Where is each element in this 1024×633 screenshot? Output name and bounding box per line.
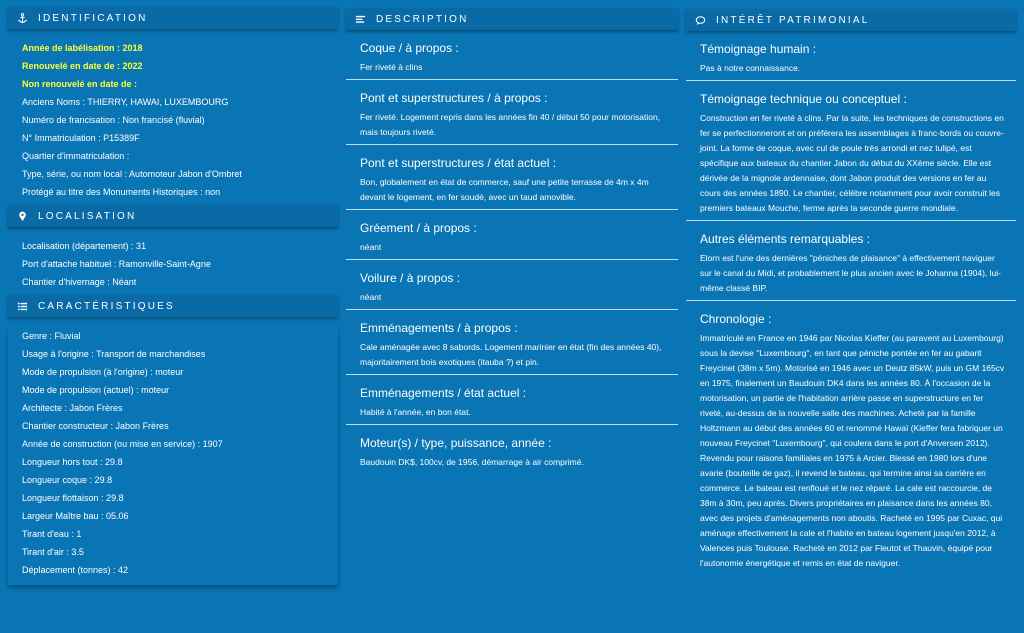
monument-protection: Protégé au titre des Monuments Historiques : non (22, 187, 221, 197)
list-item: Année de construction (ou mise en service) : 1907 (22, 439, 223, 449)
list-item: Longueur coque : 29.8 (22, 475, 113, 485)
former-names: Anciens Noms : THIERRY, HAWAI, LUXEMBOURG (22, 97, 229, 107)
caracteristiques-header (8, 295, 338, 317)
labelisation-year: Année de labélisation : 2018 (22, 43, 143, 53)
section-title: Chronologie : (700, 312, 772, 326)
section-title: Moteur(s) / type, puissance, année : (360, 436, 552, 450)
divider (346, 259, 678, 260)
description-section (346, 385, 678, 425)
list-item: Longueur flottaison : 29.8 (22, 493, 124, 503)
section-text: Cale aménagée avec 8 sabords. Logement marinier en état (fin des années 40), majoritairement bois exotiques (itauba ?) et pin. (360, 342, 662, 367)
interet-header (686, 9, 1016, 31)
map-pin-icon (16, 210, 28, 222)
divider (686, 300, 1016, 301)
divider (686, 80, 1016, 81)
renewed-date: Renouvelé en date de : 2022 (22, 61, 143, 71)
section-text: Bon, globalement en état de commerce, sauf une petite terrasse de 4m x 4m devant le logement, en fer soudé, avec un taud amovible. (360, 177, 649, 202)
winter-yard: Chantier d'hivernage : Néant (22, 277, 137, 287)
speech-bubble-icon (694, 14, 706, 26)
list-item: Genre : Fluvial (22, 331, 81, 341)
interet-section (686, 231, 1016, 301)
interet-section (686, 91, 1016, 221)
divider (346, 309, 678, 310)
section-title: Témoignage humain : (700, 42, 817, 56)
not-renewed-date: Non renouvelé en date de : (22, 79, 138, 89)
description-section (346, 90, 678, 145)
boat-type: Type, série, ou nom local : Automoteur Jabon d'Ombret (22, 169, 242, 179)
identification-header (8, 7, 338, 29)
anchor-icon (16, 12, 28, 24)
list-item: Architecte : Jabon Frères (22, 403, 123, 413)
section-text: Pas à notre connaissance. (700, 63, 801, 73)
interet-section (686, 311, 1016, 571)
divider (346, 374, 678, 375)
interet-title: INTÉRÊT PATRIMONIAL (716, 14, 870, 26)
quartier-immatriculation: Quartier d'immatriculation : (22, 151, 130, 161)
section-text: Habité à l'année, en bon état. (360, 407, 471, 417)
section-title: Coque / à propos : (360, 41, 459, 55)
description-section (346, 40, 678, 80)
caracteristiques-list (8, 327, 338, 585)
list-item: Largeur Maître bau : 05.06 (22, 511, 129, 521)
list-icon (16, 300, 28, 312)
section-text: Construction en fer riveté à clins. Par la suite, les techniques de constructions en fer se perfectionneront et on préférera les assemblages à franc-bords ou couvre-joint. La forme de coque, avec cul de poule très arrondi et nez tulipé, est spécifique aux bateaux du chantier Jabon du début du XXème siècle. Elle est dérivée de la mignole ardennaise, dont Jabon produit des versions en fer au cours des années 1890. Le chantier, célèbre notamment pour avoir construit les premiers bateaux Mouche, ferme après la seconde guerre mondiale. (700, 113, 1004, 213)
section-title: Témoignage technique ou conceptuel : (700, 92, 907, 106)
description-section (346, 220, 678, 260)
section-title: Autres éléments remarquables : (700, 232, 871, 246)
description-section (346, 320, 678, 375)
interet-section (686, 41, 1016, 81)
section-text: Fer riveté. Logement repris dans les années fin 40 / début 50 pour motorisation, mais toujours riveté. (360, 112, 661, 137)
divider (346, 79, 678, 80)
section-title: Pont et superstructures / à propos : (360, 91, 548, 105)
list-item: Chantier constructeur : Jabon Frères (22, 421, 169, 431)
home-port: Port d'attache habituel : Ramonville-Saint-Agne (22, 259, 211, 269)
section-text: Immatriculé en France en 1946 par Nicolas Kieffer (au paravent au Luxembourg) sous la devise "Luxembourg", en tant que péniche pontée en fer au gabarit Freycinet (38m x 5m). Motorisé en 1946 avec un Deutz 85kW, puis un GM 165cv en 1975, finalement un Baudouin DK4 dans les années 80. À l'occasion de la motorisation, un partie de l'habitation arrière passe en superstructure en fer riveté, au-dessus de la nouvelle salle des machines. Acheté par la famille Holtzmann au début des années 60 et renommé Hawaï (Kieffer fera fabriquer un nouveau Freycinet "Luxembourg", qui coulera dans le port d'Anversen 2012). Revendu pour raisons familiales en 1975 à Arcier. Blessé en 1980 lors d'une avarie (bouteille de gaz), il revend le bateau, qui termine ainsi sa carrière en commerce. Le bateau est renfloué et le nez réparé. La cale est raccourcie, de 38m à 30m, peu après. Divers propriétaires en plaisance dans les années 80, avec des projets d'aménagements non aboutis. Racheté en 1995 par Cuxac, qui aménage effectivement la cale et l'habite en bateau logement jusqu'en 2012, à Valences puis Toulouse. Racheté en 2012 par Fleutot et Thauvin, équipé pour l'autonomie énergétique et remis en état de naviguer. (700, 333, 1005, 568)
divider (346, 424, 678, 425)
list-item: Longueur hors tout : 29.8 (22, 457, 123, 467)
right-column (686, 0, 1016, 571)
department: Localisation (département) : 31 (22, 241, 147, 251)
list-item: Mode de propulsion (actuel) : moteur (22, 385, 170, 395)
section-title: Emménagements / à propos : (360, 321, 518, 335)
section-text: Fer riveté à clins (360, 62, 423, 72)
localisation-title: LOCALISATION (38, 210, 137, 222)
immatriculation-number: N° Immatriculation : P15389F (22, 133, 140, 143)
section-title: Voilure / à propos : (360, 271, 461, 285)
description-section (346, 270, 678, 310)
divider (686, 220, 1016, 221)
section-text: Baudouin DK$, 100cv, de 1956, démarrage à air comprimé. (360, 457, 584, 467)
description-header (346, 8, 678, 30)
list-item: Tirant d'eau : 1 (22, 529, 82, 539)
list-item: Déplacement (tonnes) : 42 (22, 565, 129, 575)
section-title: Emménagements / état actuel : (360, 386, 527, 400)
section-title: Gréement / à propos : (360, 221, 477, 235)
description-section (346, 155, 678, 210)
francisation-number: Numéro de francisation : Non francisé (fluvial) (22, 115, 205, 125)
left-column (8, 0, 338, 585)
section-title: Pont et superstructures / état actuel : (360, 156, 557, 170)
divider (346, 144, 678, 145)
section-text: Elorn est l'une des dernières "péniches de plaisance" à effectivement naviguer sur le canal du Midi, et probablement le plus ancien avec le Johanna (1904), lui-même classé BIP. (700, 253, 1001, 293)
middle-column (346, 0, 678, 470)
identification-title: IDENTIFICATION (38, 12, 148, 24)
section-text: néant (360, 242, 382, 252)
description-section (346, 435, 678, 470)
list-item: Usage à l'origine : Transport de marchandises (22, 349, 206, 359)
section-text: néant (360, 292, 382, 302)
caracteristiques-title: CARACTÉRISTIQUES (38, 300, 175, 312)
text-lines-icon (354, 13, 366, 25)
divider (346, 209, 678, 210)
localisation-header (8, 205, 338, 227)
list-item: Mode de propulsion (à l'origine) : moteur (22, 367, 184, 377)
description-title: DESCRIPTION (376, 13, 469, 25)
list-item: Tirant d'air : 3.5 (22, 547, 84, 557)
